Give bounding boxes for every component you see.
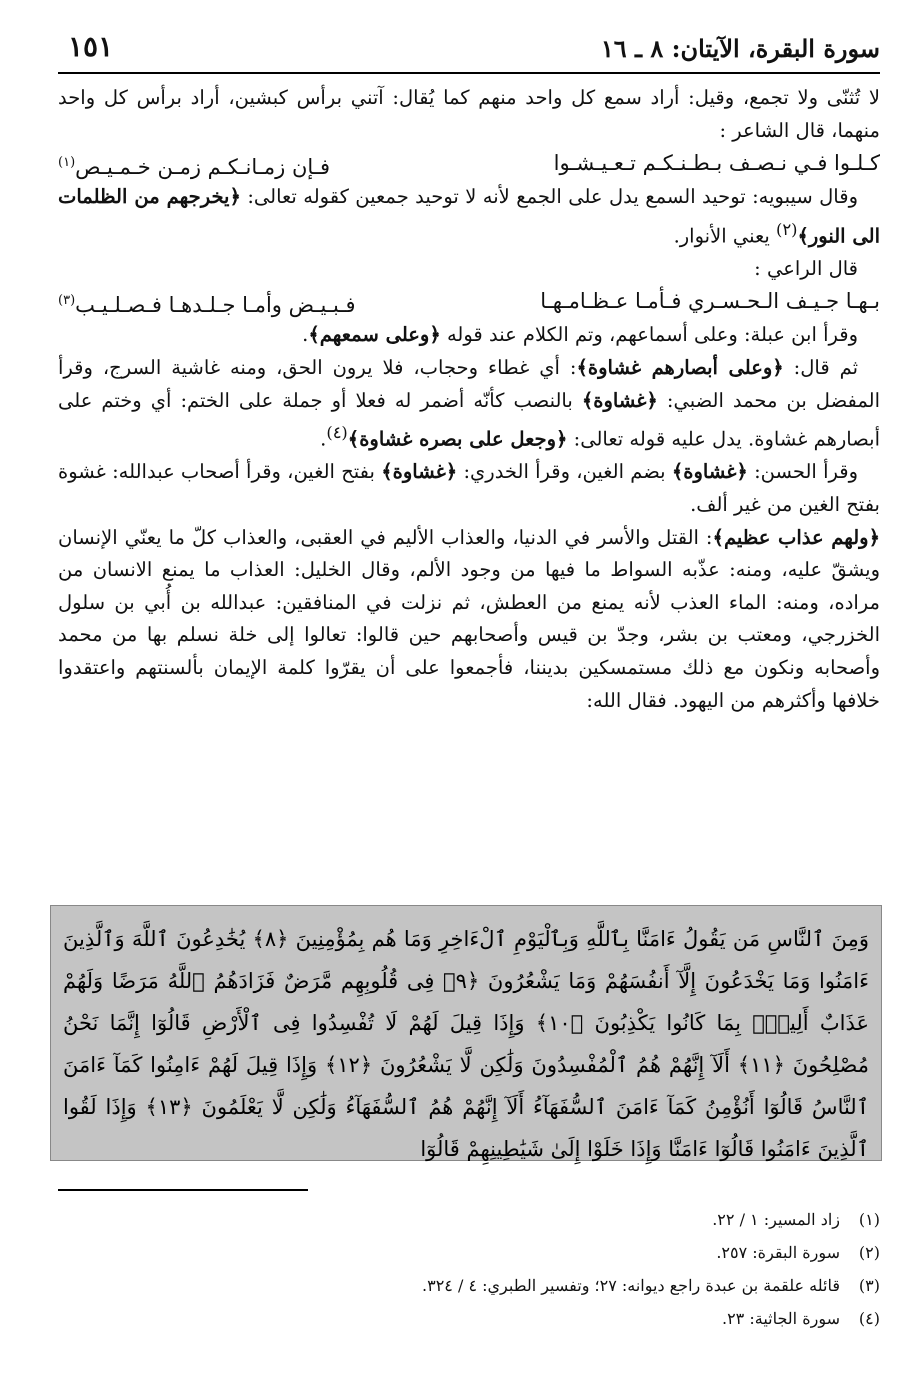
paragraph: قال الراعي : (754, 256, 858, 280)
quran-quote: ﴿ولهم عذاب عظيم﴾ (712, 525, 880, 549)
quran-quote: ﴿غشاوة﴾ (381, 460, 458, 484)
quran-quote: ﴿يخرجهم من الظلمات الى النور﴾ (58, 185, 880, 248)
paragraph: ثم قال: ﴿وعلى أبصارهم غشاوة﴾: أي غطاء وحجاب، فلا يرون الحق، ومنه غاشية السرج، وقرأ المفضل بن محمد الضبي: ﴿غشاوة﴾ بالنصب كأنّه أضمر له فعلا أو جملة على الختم: أي وختم على أبصارهم غشاوة. يدل عليه قوله تعالى: ﴿وجعل على بصره غشاوة﴾$^{(٤)}$. (58, 356, 880, 451)
quran-verses: وَمِنَ ٱلنَّاسِ مَن يَقُولُ ءَامَنَّا بِٱللَّهِ وَبِٱلْيَوْمِ ٱلْءَاخِرِ وَمَا هُم بِمُؤْمِنِينَ ﴿٨﴾ يُخَٰدِعُونَ ٱللَّهَ وَٱلَّذِينَ ءَامَنُوا وَمَا يَخْدَعُونَ إِلَّآ أَنفُسَهُمْ وَمَا يَشْعُرُونَ ﴿٩﴾ فِى قُلُوبِهِم مَّرَضٌ فَزَادَهُمُ ٱللَّهُ مَرَضًا وَلَهُمْ عَذَابٌ أَلِيمٌۢ بِمَا كَانُوا يَكْذِبُونَ ﴿١٠﴾ وَإِذَا قِيلَ لَهُمْ لَا تُفْسِدُوا فِى ٱلْأَرْضِ قَالُوٓا إِنَّمَا نَحْنُ مُصْلِحُونَ ﴿١١﴾ أَلَآ إِنَّهُمْ هُمُ ٱلْمُفْسِدُونَ وَلَٰكِن لَّا يَشْعُرُونَ ﴿١٢﴾ وَإِذَا قِيلَ لَهُمْ ءَامِنُوا كَمَآ ءَامَنَ ٱلنَّاسُ قَالُوٓا أَنُؤْمِنُ كَمَآ ءَامَنَ ٱلسُّفَهَآءُ أَلَآ إِنَّهُمْ هُمُ ٱلسُّفَهَآءُ وَلَٰكِن لَّا يَعْلَمُونَ ﴿١٣﴾ وَإِذَا لَقُوا ٱلَّذِينَ ءَامَنُوا قَالُوٓا ءَامَنَّا وَإِذَا خَلَوْا إِلَىٰ شَيَٰطِينِهِمْ قَالُوٓا (63, 927, 870, 1161)
verse-second-hemistich: فـبـيـض وأمـا جـلـدهـا فـصـلـيـب$^{(٣)}$ (58, 293, 356, 318)
verse-first-hemistich: كـلـوا فـي نـصـف بـطـنـكـم تـعـيـشـوا (553, 151, 880, 176)
quran-quote: ﴿وعلى أبصارهم غشاوة﴾ (576, 356, 784, 380)
footnote: (١)زاد المسير: ١ / ٢٢. (712, 1210, 880, 1229)
poem-verse (58, 147, 880, 181)
book-page (58, 28, 880, 1358)
poem-verse (58, 285, 880, 319)
paragraph: وقرأ ابن عبلة: وعلى أسماعهم، وتم الكلام عند قوله ﴿وعلى سمعهم﴾. (302, 323, 858, 347)
quran-quote: ﴿غشاوة﴾ (581, 388, 658, 412)
paragraph: لا تُثنّى ولا تجمع، وقيل: أراد سمع كل واحد منهم كما يُقال: آتني برأس كبشين، أراد برأس كل واحد منهما، قال الشاعر : (58, 86, 880, 142)
paragraph: ﴿ولهم عذاب عظيم﴾: القتل والأسر في الدنيا، والعذاب الأليم في العقبى، والعذاب كلّ ما يعنّي الإنسان ويشقّ عليه، ومنه: عذّبه السواط ما فيها من وجود الألم، وقال الخليل: العذاب ما يمنع الانسان من مراده، ومنه: الماء العذب لأنه يمنع من العطش، ثم نزلت في المنافقين: عبدالله بن أُبي بن سلول الخزرجي، ومعتب بن بشر، وجدّ بن قيس وأصحابهم حين قالوا: تعالوا إلى خلة نسلم بها من محمد وأصحابه ونكون مع ذلك مستمسكين بديننا، فأجمعوا على أن يقرّوا كلمة الإيمان بألسنتهم واعتقدوا خلافها وأكثرهم من اليهود. فقال الله: (58, 525, 880, 712)
quran-passage-box (50, 905, 882, 1161)
footnote-marker: (٢) (776, 219, 798, 239)
quran-quote: ﴿وجعل على بصره غشاوة﴾ (347, 427, 568, 451)
footnote-marker: (٤) (326, 423, 348, 443)
paragraph: وقرأ الحسن: ﴿غشاوة﴾ بضم الغين، وقرأ الخدري: ﴿غشاوة﴾ بفتح الغين، وقرأ أصحاب عبدالله: غشوة بفتح الغين من غير ألف. (58, 460, 880, 516)
page-number: ١٥١ (68, 30, 114, 63)
verse-second-hemistich: فـإن زمـانـكـم زمـن خـمـيـص$^{(١)}$ (58, 155, 331, 180)
footnote-marker: (١) (58, 155, 76, 171)
page-header (58, 28, 880, 74)
quran-quote: ﴿غشاوة﴾ (671, 460, 748, 484)
footnote: (٣)قائله علقمة بن عبدة راجع ديوانه: ٢٧؛ وتفسير الطبري: ٤ / ٣٢٤. (422, 1276, 880, 1295)
running-title: سورة البقرة، الآيتان: ٨ ـ ١٦ (600, 34, 880, 63)
quran-quote: ﴿وعلى سمعهم﴾ (308, 323, 441, 347)
paragraph: وقال سيبويه: توحيد السمع يدل على الجمع لأنه لا توحيد جمعين كقوله تعالى: ﴿يخرجهم من الظلمات الى النور﴾$^{(٢)}$ يعني الأنوار. (58, 185, 880, 248)
footnote: (٢)سورة البقرة: ٢٥٧. (716, 1243, 880, 1262)
footnote-separator (58, 1189, 308, 1191)
footnote: (٤)سورة الجاثية: ٢٣. (721, 1309, 880, 1328)
footnotes (422, 1203, 880, 1335)
verse-first-hemistich: بـهـا جـيـف الـحـسـري فـأمـا عـظـامـهـا (540, 289, 880, 314)
footnote-marker: (٣) (58, 293, 76, 309)
main-text (58, 82, 880, 717)
